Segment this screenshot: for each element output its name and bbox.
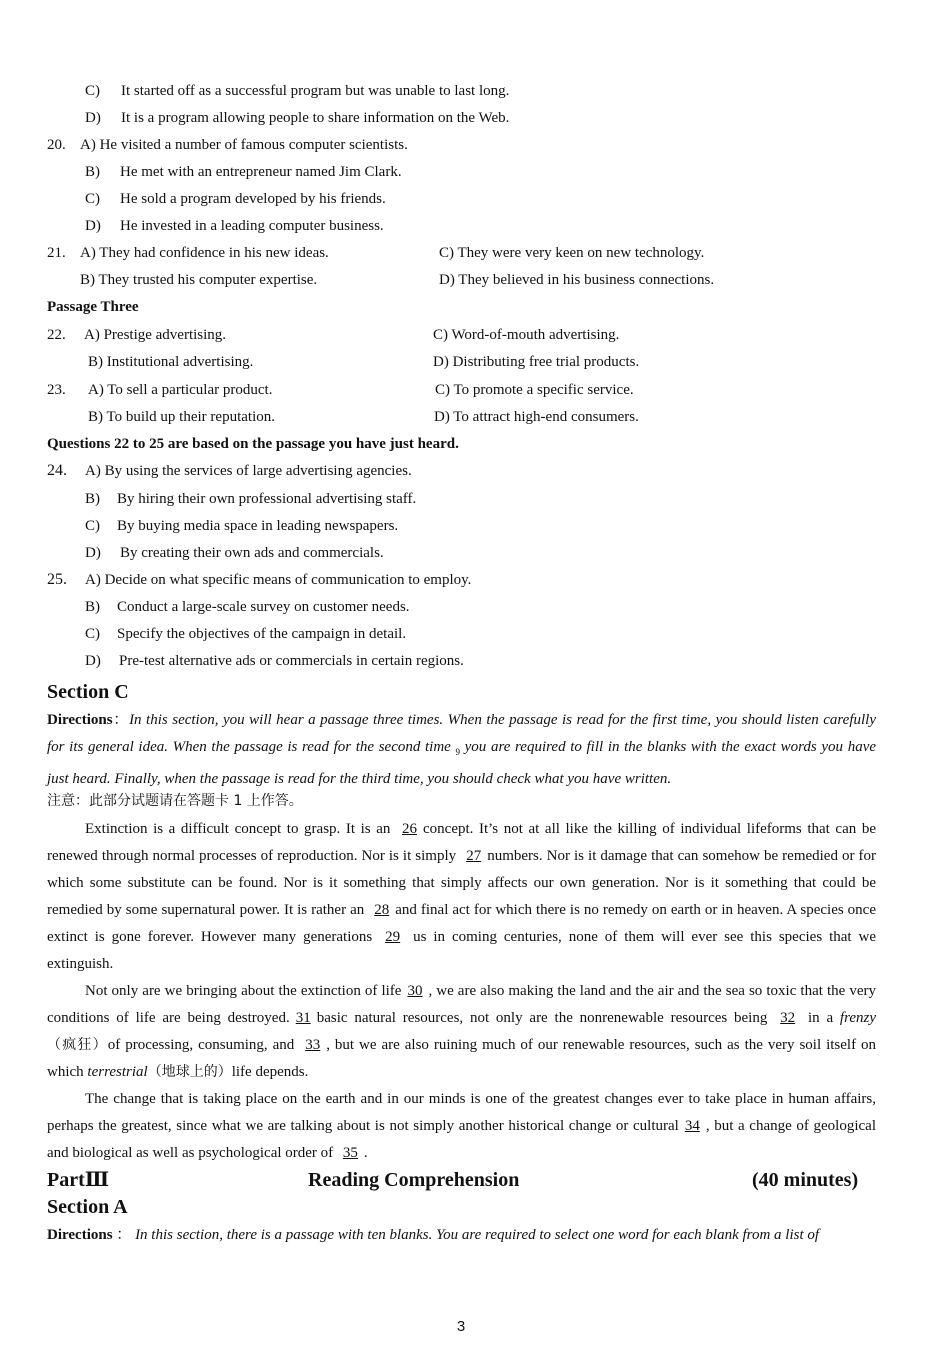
p1-text-a: Extinction is a difficult concept to grasp. It is an <box>85 821 391 837</box>
blank-31[interactable]: 31 <box>295 1010 311 1026</box>
section-c-heading: Section C <box>47 681 129 703</box>
blank-28[interactable]: 28 <box>374 902 390 918</box>
p1-text-c: numbers. Nor is it damage that can somehow be remedied or for which some substitute can be found. Nor is it something that simply affects our own generation. Nor is it something that could be remedied by some supernatural power. It is rather an <box>47 848 877 918</box>
p2-text-e: of processing, consuming, and <box>107 1037 295 1053</box>
directions-part-2: , you will hear a passage three times. When the passage is read for the first time <box>214 712 708 728</box>
q20-option-c-letter: C) <box>85 191 100 207</box>
term-terrestrial-cn: （地球上的） <box>147 1064 232 1080</box>
questions-22-25-note: Questions 22 to 25 are based on the passage you have just heard. <box>47 436 459 452</box>
q24-option-b-letter: B) <box>85 491 100 507</box>
directions-part-5: . Finally <box>106 771 157 787</box>
q23-option-c: C) To promote a specific service. <box>435 382 634 398</box>
p2-text-f: , but we are also ruining much of our renewable resources, such as the very soil itself on which <box>47 1037 877 1080</box>
p1-text-b: concept. It’s not at all like the killing of individual lifeforms that can be renewed through normal processes of reproduction. Nor is it simply <box>47 821 876 864</box>
blank-34[interactable]: 34 <box>684 1118 700 1134</box>
p3-text-a: The change that is taking place on the earth and in our minds is one of the greatest changes ever to take place in human affairs, perhaps the greatest, since what we are talking about is not simply another historical change or cultural <box>47 1091 876 1134</box>
q24-option-c-letter: C) <box>85 518 100 534</box>
part3-directions-label: Directions <box>47 1227 113 1243</box>
q20-option-a: A) He visited a number of famous computer scientists. <box>80 137 408 153</box>
part3-directions-colon: ： <box>116 1227 132 1243</box>
blank-30[interactable]: 30 <box>407 983 423 999</box>
q25-option-c-text: Specify the objectives of the campaign in detail. <box>117 626 407 642</box>
directions-sub: 9 <box>455 747 460 757</box>
answer-sheet-note: 注意：此部分试题请在答题卡 1 上作答。 <box>47 793 303 809</box>
q22-option-d: D) Distributing free trial products. <box>433 354 640 370</box>
section-a-directions <box>47 1222 876 1249</box>
directions-part-1: In this section <box>129 712 215 728</box>
p1-text-d: and final act for which there is no remedy on earth or in heaven. A species once extinct is gone forever. However many generations <box>47 902 876 945</box>
part3-directions-part-2: , there is a passage with ten blanks. You are required to select one word for each blank from a list of <box>219 1227 820 1243</box>
p2-text-g: life depends. <box>231 1064 309 1080</box>
q23-option-a: A) To sell a particular product. <box>88 382 273 398</box>
p2-text-a: Not only are we bringing about the extinction of life <box>85 983 402 999</box>
q23-option-b: B) To build up their reputation. <box>88 409 275 425</box>
p1-text-e: us in coming centuries, none of them will ever see this species that we extinguish. <box>47 929 877 972</box>
q22-option-b: B) Institutional advertising. <box>88 354 254 370</box>
passage-three-heading: Passage Three <box>47 299 139 315</box>
q22-option-c: C) Word-of-mouth advertising. <box>433 327 620 343</box>
q22-number: 22. <box>47 327 66 343</box>
q19-option-c-letter: C) <box>85 83 100 99</box>
p2-text-d: in a <box>807 1010 834 1026</box>
blank-32[interactable]: 32 <box>780 1010 796 1026</box>
q20-number: 20. <box>47 137 66 153</box>
part-3-label: PartⅢ <box>47 1169 110 1191</box>
q21-option-c: C) They were very keen on new technology. <box>439 245 705 261</box>
passage-paragraph-2 <box>47 978 876 1086</box>
term-terrestrial: terrestrial <box>87 1064 148 1080</box>
q19-option-d-letter: D) <box>85 110 101 126</box>
q19-option-d-text: It is a program allowing people to share information on the Web. <box>121 110 510 126</box>
q21-option-d: D) They believed in his business connections. <box>439 272 715 288</box>
q24-option-b-text: By hiring their own professional advertising staff. <box>117 491 417 507</box>
blank-27[interactable]: 27 <box>466 848 482 864</box>
q21-number: 21. <box>47 245 66 261</box>
q20-option-b-text: He met with an entrepreneur named Jim Clark. <box>120 164 402 180</box>
q24-option-a: A) By using the services of large advertising agencies. <box>85 463 412 479</box>
q21-option-b: B) They trusted his computer expertise. <box>80 272 318 288</box>
section-a-heading: Section A <box>47 1196 128 1218</box>
q20-option-d-letter: D) <box>85 218 101 234</box>
term-frenzy-cn: （疯狂） <box>47 1037 108 1053</box>
p2-text-c: basic natural resources, not only are the nonrenewable resources being <box>316 1010 768 1026</box>
page-number: 3 <box>456 1318 466 1335</box>
blank-26[interactable]: 26 <box>402 821 417 837</box>
q20-option-d-text: He invested in a leading computer business. <box>120 218 384 234</box>
q25-option-b-text: Conduct a large-scale survey on customer needs. <box>117 599 410 615</box>
q23-number: 23. <box>47 382 66 398</box>
blank-33[interactable]: 33 <box>305 1037 321 1053</box>
directions-part-6: , when the passage is read for the third time <box>156 771 420 787</box>
passage-paragraph-3 <box>47 1086 876 1167</box>
q23-option-d: D) To attract high-end consumers. <box>434 409 639 425</box>
q19-option-c-text: It started off as a successful program but was unable to last long. <box>121 83 510 99</box>
q25-option-d-text: Pre-test alternative ads or commercials in certain regions. <box>119 653 464 669</box>
part3-directions-part-1: In this section <box>135 1227 220 1243</box>
q24-option-c-text: By buying media space in leading newspapers. <box>117 518 399 534</box>
passage-paragraph-1 <box>47 816 876 978</box>
term-frenzy: frenzy <box>839 1010 877 1026</box>
directions-part-7: , you should check what you have written. <box>419 771 672 787</box>
p3-text-c: . <box>363 1145 368 1161</box>
directions-part-3: , you should listen carefully for its general idea. When the passage is read for the second time <box>47 712 876 755</box>
q24-option-d-text: By creating their own ads and commercials. <box>120 545 384 561</box>
q20-option-b-letter: B) <box>85 164 100 180</box>
q25-option-a: A) Decide on what specific means of communication to employ. <box>85 572 472 588</box>
blank-35[interactable]: 35 <box>342 1145 358 1161</box>
part-3-title: Reading Comprehension <box>308 1169 520 1191</box>
q24-option-d-letter: D) <box>85 545 101 561</box>
q20-option-c-text: He sold a program developed by his friends. <box>120 191 386 207</box>
p3-text-b: , but a change of geological and biological as well as psychological order of <box>47 1118 876 1161</box>
q21-option-a: A) They had confidence in his new ideas. <box>80 245 329 261</box>
q25-option-d-letter: D) <box>85 653 101 669</box>
q24-number: 24. <box>47 462 67 479</box>
directions-part-4: you are required to fill in the blanks with the exact words you have just heard <box>47 739 877 787</box>
q25-option-b-letter: B) <box>85 599 100 615</box>
p2-text-b: , we are also making the land and the air and the sea so toxic that the very conditions of life are being destroyed. <box>47 983 876 1026</box>
part-3-time: (40 minutes) <box>752 1169 859 1191</box>
q22-option-a: A) Prestige advertising. <box>84 327 227 343</box>
directions-colon: ： <box>112 712 130 728</box>
dictation-passage <box>47 816 876 1167</box>
blank-29[interactable]: 29 <box>385 929 401 945</box>
q25-option-c-letter: C) <box>85 626 100 642</box>
q25-number: 25. <box>47 571 67 588</box>
section-c-directions <box>47 707 876 793</box>
directions-label: Directions <box>47 712 113 728</box>
